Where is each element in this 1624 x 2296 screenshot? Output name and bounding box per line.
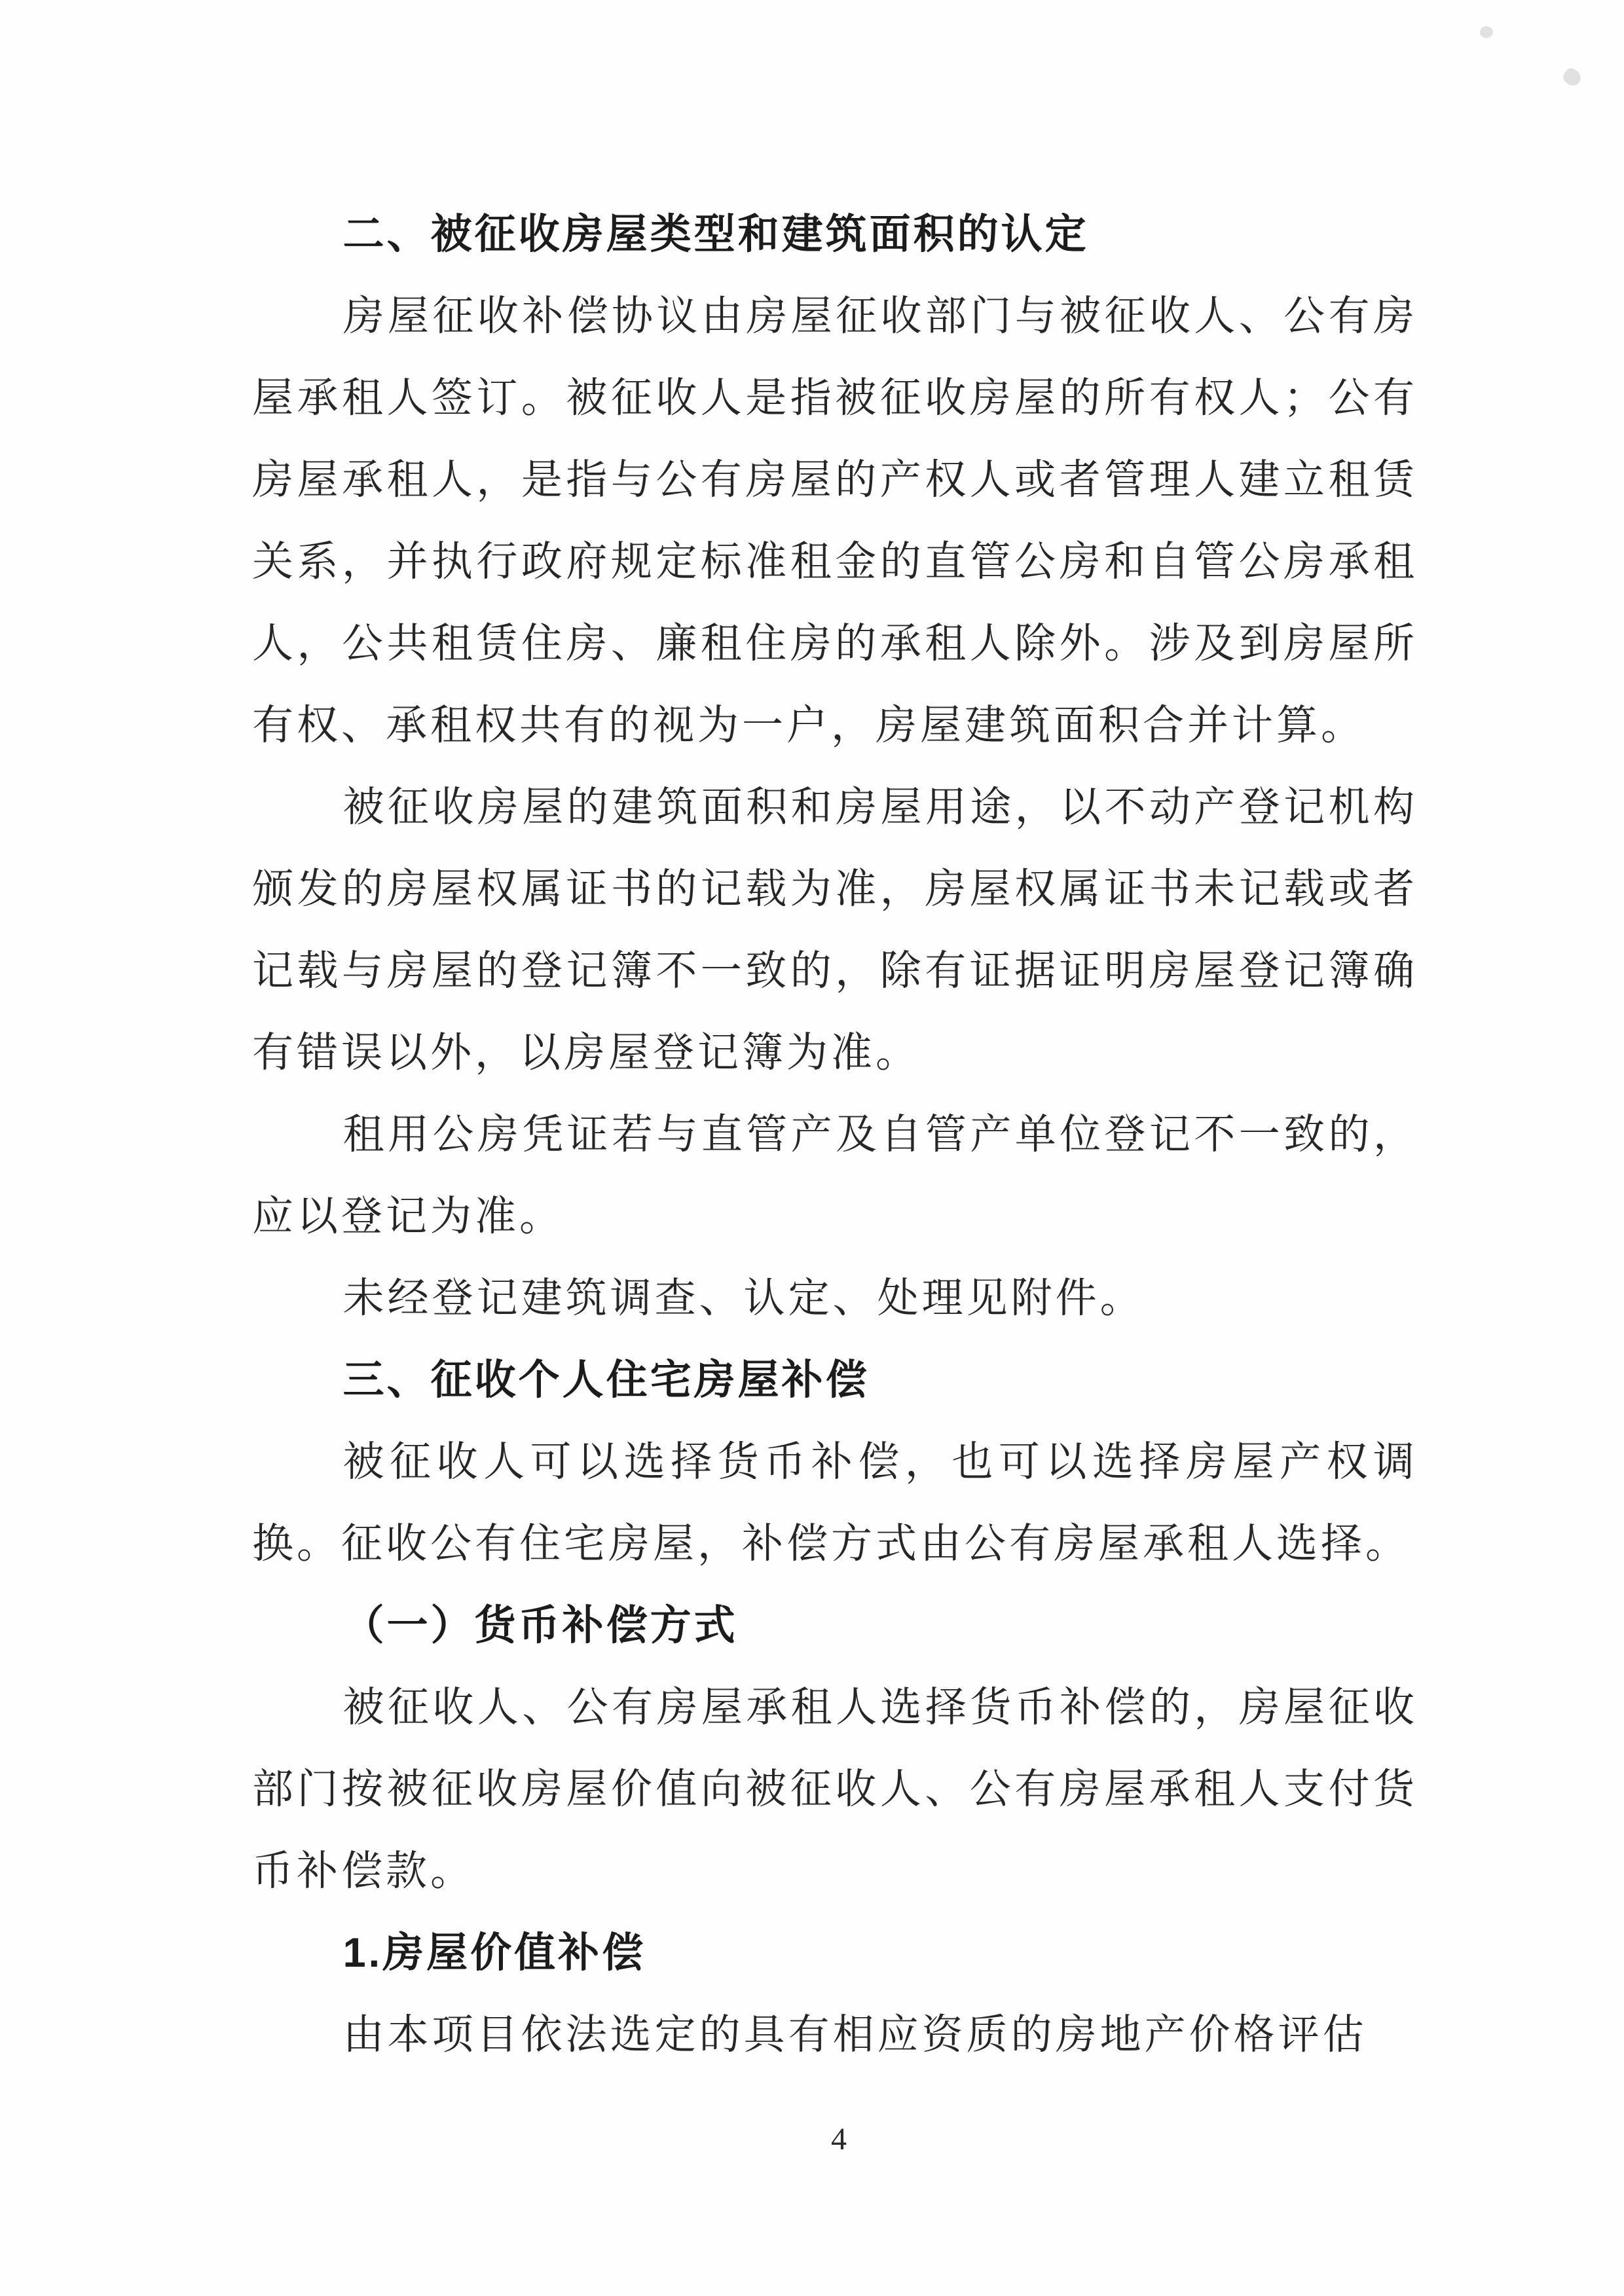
scan-artifact [1560,66,1583,89]
paragraph-monetary-payment: 被征收人、公有房屋承租人选择货币补偿的，房屋征收部门按被征收房屋价值向被征收人、公有房屋承租人支付货币补偿款。 [252,1685,1418,1894]
paragraph-public-housing-voucher: 租用公房凭证若与直管产及自管产单位登记不一致的，应以登记为准。 [252,1112,1418,1239]
section-heading-3: 三、征收个人住宅房屋补偿 [342,1357,870,1403]
paragraph-area-certificate: 被征收房屋的建筑面积和房屋用途，以不动产登记机构颁发的房屋权属证书的记载为准，房屋权属证书未记载或者记载与房屋的登记簿不一致的，除有证据证明房屋登记簿确有错误以外，以房屋登记簿为准。 [252,784,1418,1076]
page-number: 4 [831,2122,847,2157]
paragraph-compensation-choice: 被征收人可以选择货币补偿，也可以选择房屋产权调换。征收公有住宅房屋，补偿方式由公有房屋承租人选择。 [252,1439,1418,1567]
paragraph-agreement-parties: 房屋征收补偿协议由房屋征收部门与被征收人、公有房屋承租人签订。被征收人是指被征收房屋的所有权人；公有房屋承租人，是指与公有房屋的产权人或者管理人建立租赁关系，并执行政府规定标准租金的直管公房和自管公房承租人，公共租赁住房、廉租住房的承租人除外。涉及到房屋所有权、承租权共有的视为一户，房屋建筑面积合并计算。 [252,293,1418,748]
document-body [252,194,1418,2076]
subheading-monetary-compensation: （一）货币补偿方式 [342,1603,738,1649]
section-heading-2: 二、被征收房屋类型和建筑面积的认定 [342,211,1089,257]
subheading-house-value-compensation: 1.房屋价值补偿 [342,1930,646,1976]
paragraph-unregistered-buildings: 未经登记建筑调查、认定、处理见附件。 [342,1275,1145,1321]
scan-artifact [1480,26,1493,38]
paragraph-appraisal-agency: 由本项目依法选定的具有相应资质的房地产价格评估 [342,2012,1367,2058]
